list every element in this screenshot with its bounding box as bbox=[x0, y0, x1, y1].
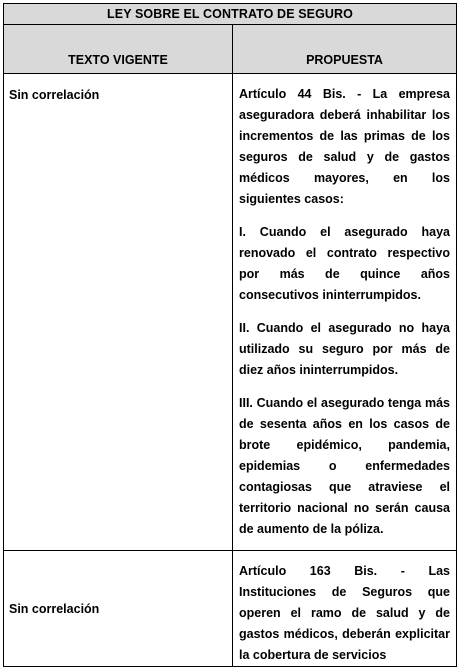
row-2-current bbox=[4, 551, 233, 667]
row-1-current bbox=[4, 74, 233, 551]
article-44-bis-paragraph: Artículo 44 Bis. - La empresa aseguradora deberá inhabilitar los incrementos de las primas de los seguros de salud y de gastos médicos mayores, en los siguientes casos: bbox=[239, 87, 450, 206]
article-163-bis-paragraph: Artículo 163 Bis. - Las Instituciones de Seguros que operen el ramo de salud y de gastos médicos, deberán explicitar la cobertura de servicios bbox=[239, 564, 450, 662]
header-current-text: TEXTO VIGENTE bbox=[4, 25, 233, 74]
row-1-current-text: Sin correlación bbox=[9, 88, 100, 102]
table-header-row bbox=[4, 25, 457, 74]
table-title-row bbox=[4, 4, 457, 25]
table-row bbox=[4, 74, 457, 551]
comparison-table bbox=[3, 3, 457, 667]
row-2-proposal bbox=[233, 551, 457, 667]
article-44-bis-fraction-ii: II. Cuando el asegurado no haya utilizado su seguro por más de diez años ininterrumpidos. bbox=[239, 321, 450, 377]
row-1-proposal bbox=[233, 74, 457, 551]
article-44-bis-fraction-i: I. Cuando el asegurado haya renovado el contrato respectivo por más de quince años consecutivos ininterrumpidos. bbox=[239, 225, 450, 302]
header-proposal: PROPUESTA bbox=[233, 25, 457, 74]
article-44-bis-fraction-iii: III. Cuando el asegurado tenga más de sesenta años en los casos de brote epidémico, pandemia, epidemias o enfermedades contagiosas que atraviese el territorio nacional no serán causa de aumento de la póliza. bbox=[239, 396, 450, 536]
table-row bbox=[4, 551, 457, 667]
row-2-current-text: Sin correlación bbox=[9, 601, 100, 616]
table-title: LEY SOBRE EL CONTRATO DE SEGURO bbox=[4, 4, 457, 25]
